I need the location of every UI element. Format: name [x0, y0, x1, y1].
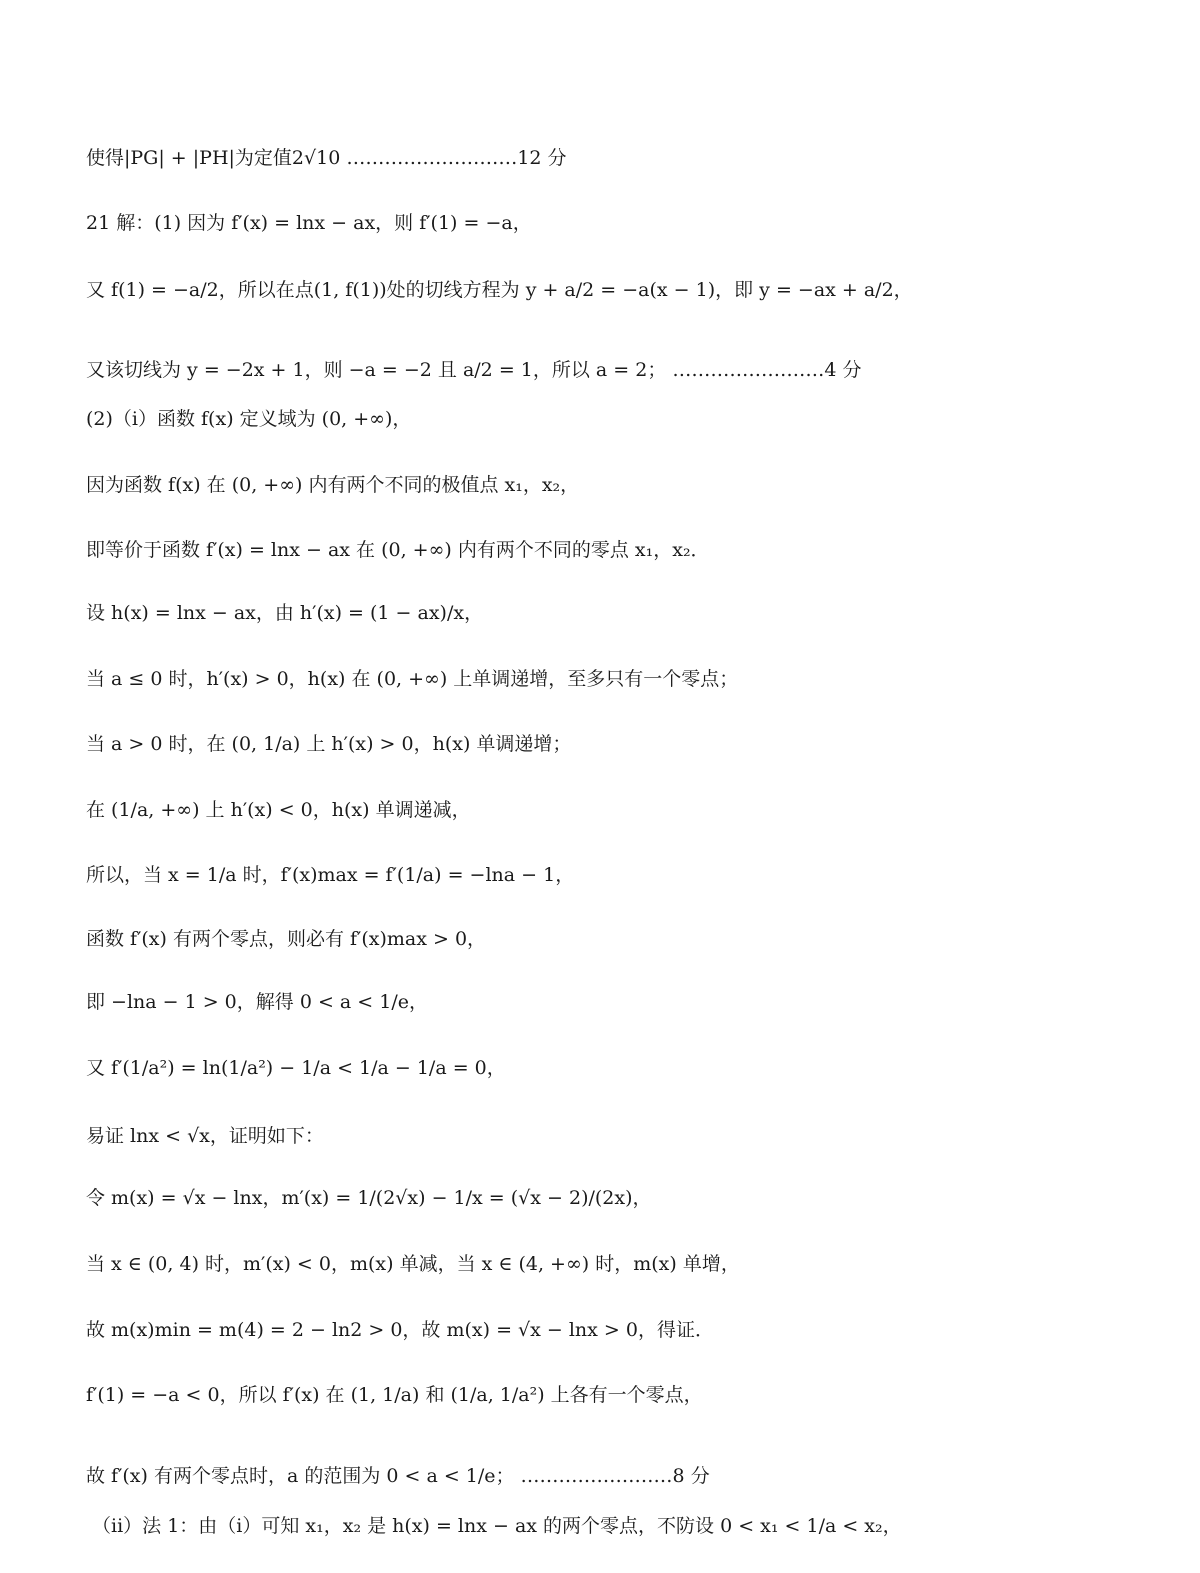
text-line-19: 故 m(x)min = m(4) = 2 − ln2 > 0，故 m(x) = √x − lnx > 0，得证．	[86, 1319, 714, 1341]
text-line-17: 令 m(x) = √x − lnx，m′(x) = 1/(2√x) − 1/x = (√x − 2)/(2x)，	[86, 1187, 652, 1209]
text-line-6: 因为函数 f(x) 在 (0, +∞) 内有两个不同的极值点 x₁，x₂，	[86, 474, 580, 496]
text-line-22: （ii）法 1：由（i）可知 x₁，x₂ 是 h(x) = lnx − ax 的两个零点，不防设 0 < x₁ < 1/a < x₂，	[92, 1515, 902, 1537]
text-line-5: (2)（i）函数 f(x) 定义域为 (0, +∞)，	[86, 408, 412, 430]
text-line-12: 所以，当 x = 1/a 时，f′(x)max = f′(1/a) = −lna − 1，	[86, 864, 575, 886]
text-line-11: 在 (1/a, +∞) 上 h′(x) < 0，h(x) 单调递减，	[86, 799, 471, 821]
text-line-18: 当 x ∈ (0, 4) 时，m′(x) < 0，m(x) 单减，当 x ∈ (4, +∞) 时，m(x) 单增，	[86, 1253, 740, 1275]
text-line-9: 当 a ≤ 0 时，h′(x) > 0，h(x) 在 (0, +∞) 上单调递增，至多只有一个零点；	[86, 668, 739, 690]
text-line-21: 故 f′(x) 有两个零点时，a 的范围为 0 < a < 1/e； ……………………8 分	[86, 1465, 710, 1487]
text-line-1: 使得|PG| + |PH|为定值2√10 ………………………12 分	[86, 147, 567, 169]
text-line-3: 又 f(1) = −a/2，所以在点(1, f(1))处的切线方程为 y + a/2 = −a(x − 1)，即 y = −ax + a/2，	[86, 279, 913, 301]
text-line-16: 易证 lnx < √x，证明如下：	[86, 1125, 324, 1147]
text-line-2: 21 解：(1) 因为 f′(x) = lnx − ax，则 f′(1) = −a，	[86, 212, 532, 234]
text-line-4: 又该切线为 y = −2x + 1，则 −a = −2 且 a/2 = 1，所以 a = 2； ……………………4 分	[86, 359, 862, 381]
text-line-14: 即 −lna − 1 > 0，解得 0 < a < 1/e，	[86, 991, 428, 1013]
text-line-8: 设 h(x) = lnx − ax，由 h′(x) = (1 − ax)/x，	[86, 602, 484, 624]
text-line-10: 当 a > 0 时，在 (0, 1/a) 上 h′(x) > 0，h(x) 单调递增；	[86, 733, 572, 755]
text-line-15: 又 f′(1/a²) = ln(1/a²) − 1/a < 1/a − 1/a = 0，	[86, 1057, 506, 1079]
text-line-20: f′(1) = −a < 0，所以 f′(x) 在 (1, 1/a) 和 (1/a, 1/a²) 上各有一个零点，	[86, 1384, 703, 1406]
text-line-13: 函数 f′(x) 有两个零点，则必有 f′(x)max > 0，	[86, 928, 487, 950]
text-line-7: 即等价于函数 f′(x) = lnx − ax 在 (0, +∞) 内有两个不同的零点 x₁，x₂．	[86, 539, 710, 561]
